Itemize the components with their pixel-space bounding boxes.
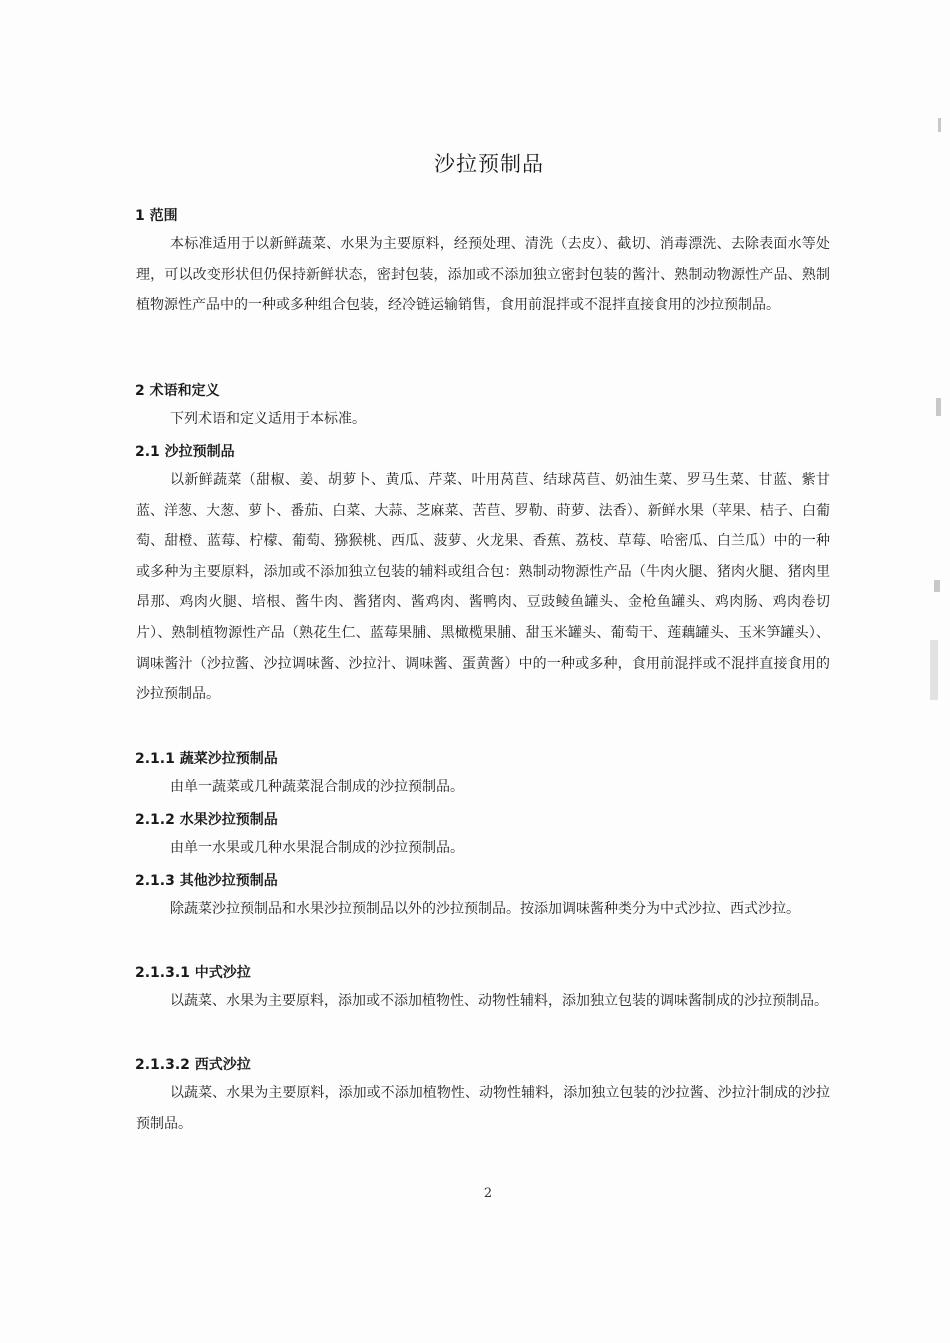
section-heading-western-salad: 2.1.3.2 西式沙拉	[135, 1057, 251, 1073]
section-heading-fruit-salad: 2.1.2 水果沙拉预制品	[135, 812, 278, 828]
section-text-fruit-salad: 由单一水果或几种水果混合制成的沙拉预制品。	[170, 840, 464, 856]
section-text-vegetable-salad: 由单一蔬菜或几种蔬菜混合制成的沙拉预制品。	[170, 779, 464, 795]
section-text-chinese-salad: 以蔬菜、水果为主要原料，添加或不添加植物性、动物性辅料，添加独立包装的调味酱制成的沙拉预制品。	[170, 993, 828, 1009]
section-heading-chinese-salad: 2.1.3.1 中式沙拉	[135, 965, 251, 981]
section-text-terms: 下列术语和定义适用于本标准。	[170, 411, 366, 427]
section-heading-salad: 2.1 沙拉预制品	[135, 444, 235, 460]
document-title: 沙拉预制品	[434, 152, 544, 176]
section-text-salad: 以新鲜蔬菜（甜椒、姜、胡萝卜、黄瓜、芹菜、叶用莴苣、结球莴苣、奶油生菜、罗马生菜、甘蓝、紫甘蓝、洋葱、大葱、萝卜、番茄、白菜、大蒜、芝麻菜、苦苣、罗勒、莳萝、法香）、新鲜水果（苹果、桔子、白葡萄、甜橙、蓝莓、柠檬、葡萄、猕猴桃、西瓜、菠萝、火龙果、香蕉、荔枝、草莓、哈密瓜、白兰瓜）中的一种或多种为主要原料，添加或不添加独立包装的辅料或组合包：熟制动物源性产品（牛肉火腿、猪肉火腿、猪肉里昂那、鸡肉火腿、培根、酱牛肉、酱猪肉、酱鸡肉、酱鸭肉、豆豉鲮鱼罐头、金枪鱼罐头、鸡肉肠、鸡肉卷切片）、熟制植物源性产品（熟花生仁、蓝莓果脯、黑橄榄果脯、甜玉米罐头、葡萄干、莲藕罐头、玉米笋罐头）、调味酱汁（沙拉酱、沙拉调味酱、沙拉汁、调味酱、蛋黄酱）中的一种或多种，食用前混拌或不混拌直接食用的沙拉预制品。	[136, 472, 830, 703]
scan-artifact	[934, 580, 940, 592]
scan-artifact	[938, 118, 941, 132]
section-heading-vegetable-salad: 2.1.1 蔬菜沙拉预制品	[135, 751, 278, 767]
scan-artifact	[936, 398, 941, 416]
section-text-scope: 本标准适用于以新鲜蔬菜、水果为主要原料，经预处理、清洗（去皮）、截切、消毒漂洗、去除表面水等处理，可以改变形状但仍保持新鲜状态，密封包装，添加或不添加独立密封包装的酱汁、熟制动物源性产品、熟制植物源性产品中的一种或多种组合包装，经冷链运输销售，食用前混拌或不混拌直接食用的沙拉预制品。	[136, 236, 830, 314]
scan-artifact	[930, 640, 938, 700]
section-heading-scope: 1 范围	[135, 208, 178, 224]
section-heading-terms: 2 术语和定义	[135, 383, 220, 399]
page-number: 2	[483, 1186, 493, 1201]
section-heading-other-salad: 2.1.3 其他沙拉预制品	[135, 873, 278, 889]
section-text-other-salad: 除蔬菜沙拉预制品和水果沙拉预制品以外的沙拉预制品。按添加调味酱种类分为中式沙拉、西式沙拉。	[170, 901, 800, 917]
section-text-western-salad: 以蔬菜、水果为主要原料，添加或不添加植物性、动物性辅料，添加独立包装的沙拉酱、沙拉汁制成的沙拉预制品。	[136, 1085, 830, 1132]
